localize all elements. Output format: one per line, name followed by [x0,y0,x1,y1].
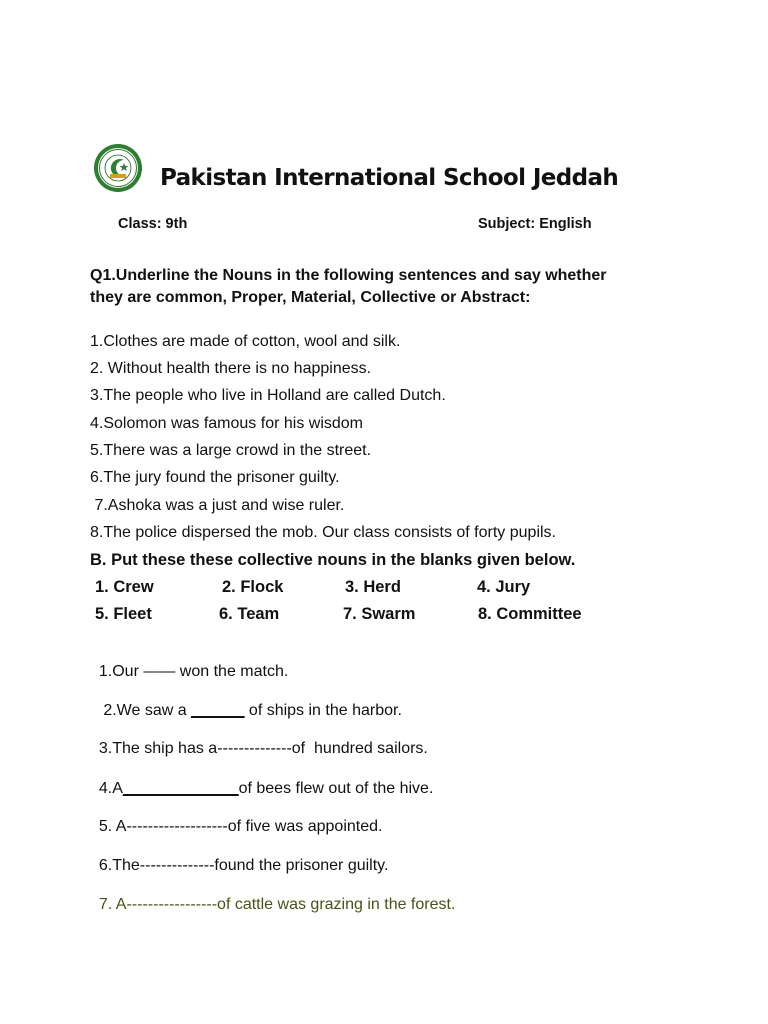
collective-noun-option: 1. Crew [95,578,154,596]
q1-sentence: 8.The police dispersed the mob. Our class consists of forty pupils. [90,524,556,541]
subject-label: Subject: English [478,216,592,232]
collective-noun-option: 2. Flock [222,578,284,596]
collective-noun-option: 4. Jury [477,578,531,596]
school-logo [93,143,143,193]
q1-sentence: 2. Without health there is no happiness. [90,360,372,377]
q1-heading-line-1: Q1.Underline the Nouns in the following sentences and say whether [90,267,607,284]
blank-text: 5. A-------------------of five was appointed. [98,818,383,835]
blank-text: of ships in the harbor. [244,702,402,719]
blank-text: 1.Our —— won the match. [98,663,289,680]
answer-blank[interactable]: ______ [191,702,245,719]
blank-exercise-line [90,762,433,798]
blank-exercise-line [90,645,288,681]
blank-exercise-line [90,878,455,914]
blank-exercise-line [90,800,382,836]
q1-sentence: 3.The people who live in Holland are called Dutch. [90,387,446,404]
blank-text: of bees flew out of the hive. [238,780,434,797]
q1-sentence: 6.The jury found the prisoner guilty. [90,469,340,486]
q1-heading-line-2: they are common, Proper, Material, Collective or Abstract: [90,289,531,306]
answer-blank[interactable]: _____________ [122,780,239,797]
q1-sentence: 4.Solomon was famous for his wisdom [90,415,363,432]
blank-text: 6.The--------------found the prisoner guilty. [98,857,389,874]
q1-sentence: 1.Clothes are made of cotton, wool and silk. [90,333,401,350]
section-b-heading: B. Put these these collective nouns in the blanks given below. [90,551,576,569]
collective-noun-option: 6. Team [219,605,280,623]
q1-sentence: 5.There was a large crowd in the street. [90,442,372,459]
blank-text: 2.We saw a [98,702,192,719]
blank-text: 4.A [98,780,123,797]
blank-exercise-line [90,839,388,875]
q1-sentence: 7.Ashoka was a just and wise ruler. [90,497,345,514]
school-name: Pakistan International School Jeddah [160,165,619,191]
collective-noun-option: 7. Swarm [343,605,416,623]
blank-text: 7. A-----------------of cattle was grazing in the forest. [98,896,456,913]
collective-noun-option: 3. Herd [345,578,401,596]
blank-text: 3.The ship has a--------------of hundred sailors. [98,740,428,757]
blank-exercise-line [90,722,428,758]
class-label: Class: 9th [118,216,188,232]
collective-noun-option: 5. Fleet [95,605,152,623]
blank-exercise-line [90,684,402,720]
collective-noun-option: 8. Committee [478,605,582,623]
